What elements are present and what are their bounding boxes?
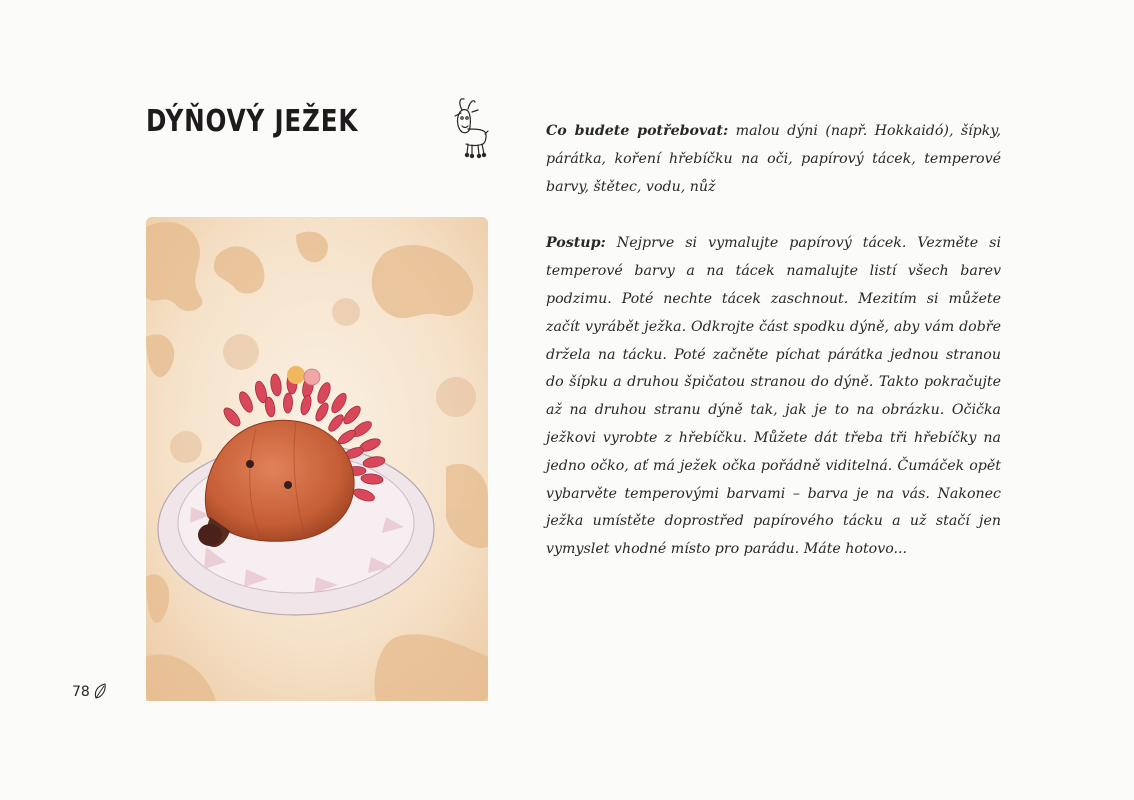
procedure-text: Nejprve si vymalujte papírový tácek. Vezměte si temperové barvy a na tácek namalujte listí všech barev podzimu. Poté nechte tácek zaschnout. Mezitím si můžete začít vyrábět ježka. Odkrojte část spodku dýně, aby vám dobře držela na tácku. Poté začněte píchat párátka jednou stranou do šípku a druhou špičatou stranou do dýně. Takto pokračujte až na druhou stranu dýně tak, jak je to na obrázku. Očička ježkovi vyrobte z hřebíčku. Můžete dát třeba tři hřebíčky na jedno očko, ať má ježek očka pořádně viditelná. Čumáček opět vybarvěte temperovými barvami – barva je na vás. Nakonec ježka umístěte doprostřed papírového tácku a už stačí jen vymyslet vhodné místo pro parádu. Máte hotovo... xyxy=(546,235,1001,558)
recipe-text xyxy=(546,118,1001,564)
materials-label: Co budete potřebovat: xyxy=(546,123,729,139)
procedure-label: Postup: xyxy=(546,235,606,252)
leaf-icon xyxy=(94,683,107,700)
materials-paragraph xyxy=(546,118,1001,201)
page-number-text: 78 xyxy=(72,683,90,700)
materials-text: malou dýni (např. Hokkaidó), šípky, párátka, koření hřebíčku na oči, papírový tácek, temperové barvy, štětec, vodu, nůž xyxy=(546,123,1001,195)
page-title: DÝŇOVÝ JEŽEK xyxy=(146,104,359,139)
goat-icon xyxy=(448,96,490,162)
procedure-paragraph xyxy=(546,230,1001,564)
page-number xyxy=(72,683,107,700)
hedgehog-pumpkin-illustration xyxy=(146,217,488,701)
